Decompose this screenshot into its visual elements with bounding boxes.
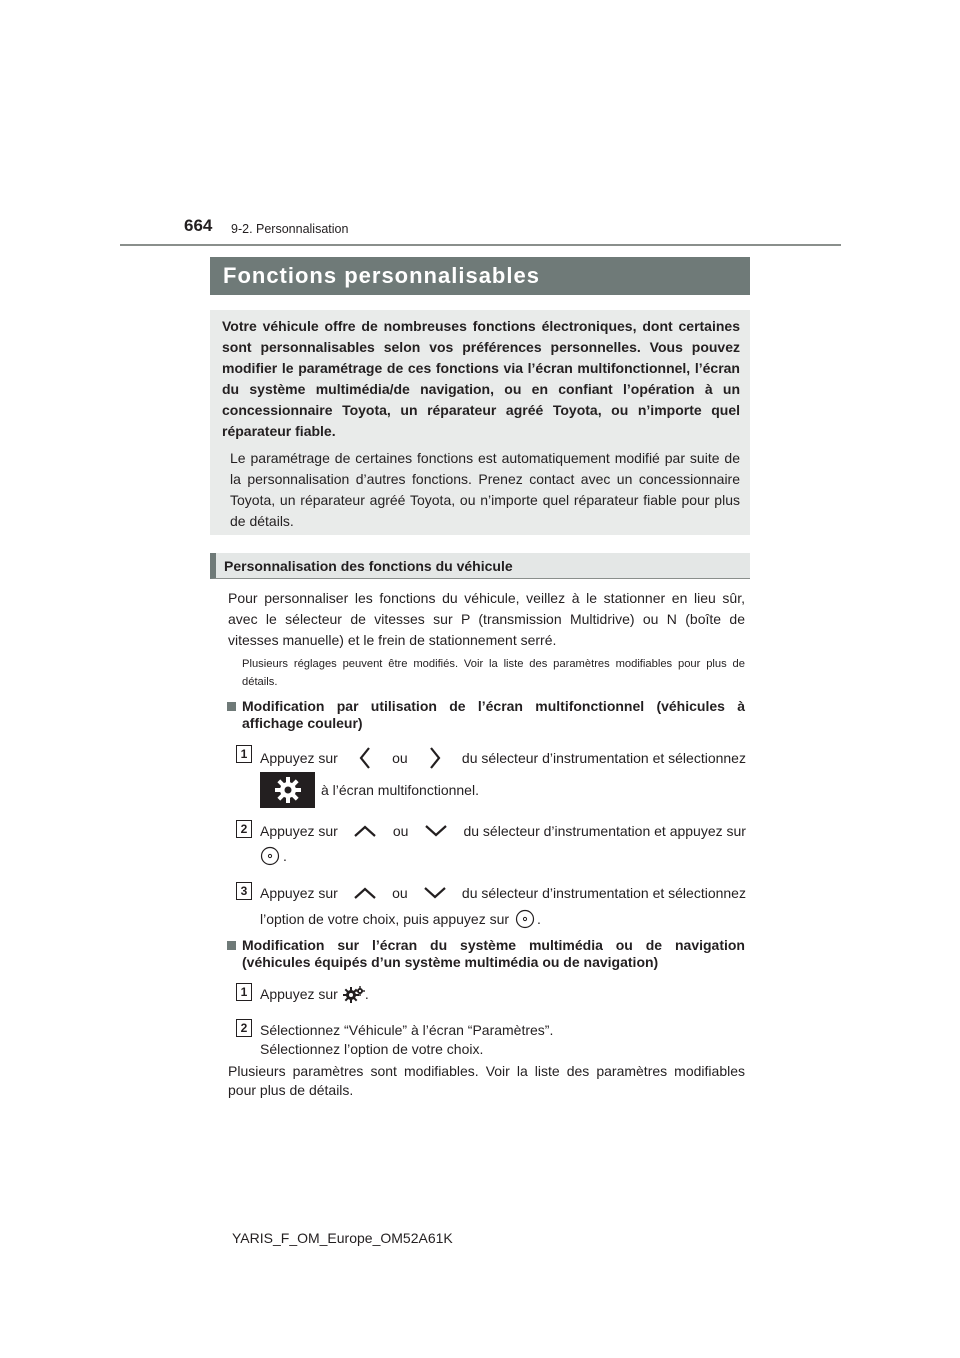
step-text: l’option de votre choix, puis appuyez sur [260, 911, 510, 927]
step-number: 1 [236, 983, 252, 1001]
bullet-square [227, 702, 236, 711]
method2-step2-line2: Sélectionnez l’option de votre choix. [260, 1041, 484, 1057]
step-text: ou [392, 750, 408, 766]
step-text: Appuyez sur [260, 986, 338, 1002]
chevron-up-icon [353, 824, 377, 838]
subsection-small-note: Plusieurs réglages peuvent être modifiés. Voir la liste des paramètres modifiables pour plus de détails. [242, 658, 745, 688]
header-divider [120, 244, 841, 246]
step-text: Appuyez sur [260, 823, 338, 839]
intro-bold-text: Votre véhicule offre de nombreuses fonctions électroniques, dont certaines sont personnalisables selon vos préférences personnelles. Vous pouvez modifier le paramétrage de ces fonctions via l’écran multifonctionnel, l’écran du système multimédia/de navigation, ou en confiant l’opération à un concessionnaire Toyota, un réparateur agréé Toyota, ou n’importe quel réparateur fiable. [222, 318, 740, 439]
chevron-right-icon [428, 746, 442, 770]
step-number: 2 [236, 820, 252, 838]
chevron-down-icon [423, 886, 447, 900]
step-text: Appuyez sur [260, 750, 338, 766]
step-number: 2 [236, 1019, 252, 1037]
footer-code: YARIS_F_OM_Europe_OM52A61K [232, 1230, 453, 1246]
chevron-left-icon [358, 746, 372, 770]
step-number: 1 [236, 745, 252, 763]
method1-step3-line1 [260, 883, 746, 903]
intro-box [210, 310, 750, 535]
method1-heading: Modification par utilisation de l’écran multifonctionnel (véhicules à affichage couleur) [242, 698, 745, 731]
ok-button-icon [260, 846, 280, 866]
gear-glyph [273, 775, 303, 805]
method2-step2-line1: Sélectionnez “Véhicule” à l’écran “Paramètres”. [260, 1022, 554, 1038]
multimedia-gear-icon [343, 985, 365, 1003]
method2-closing: Plusieurs paramètres sont modifiables. Voir la liste des paramètres modifiables pour plus de détails. [228, 1063, 745, 1098]
section-label: 9-2. Personnalisation [231, 222, 349, 236]
step-text: Appuyez sur [260, 885, 338, 901]
subsection-paragraph: Pour personnaliser les fonctions du véhicule, veillez à le stationner en lieu sûr, avec le sélecteur de vitesses sur P (transmission Multidrive) ou N (boîte de vitesses manuelle) et le frein de stationnement serré. [228, 590, 745, 648]
page-title [210, 257, 750, 295]
step-text: . [283, 848, 287, 864]
ok-button-icon [515, 909, 535, 929]
step-text: du sélecteur d’instrumentation et sélectionnez [461, 885, 746, 901]
method2-step1 [260, 984, 369, 1004]
step-text: ou [392, 823, 409, 839]
chevron-down-icon [424, 824, 448, 838]
step-text: . [537, 911, 541, 927]
step-number: 3 [236, 882, 252, 900]
step-text: du sélecteur d’instrumentation et appuyez sur [463, 823, 746, 839]
method1-step2-line2 [260, 846, 287, 866]
settings-gear-icon [260, 772, 315, 808]
bullet-square [227, 941, 236, 950]
method1-step3-line2 [260, 909, 541, 929]
method1-step1-line1 [260, 746, 746, 770]
chevron-up-icon [353, 886, 377, 900]
intro-note-text: Le paramétrage de certaines fonctions est automatiquement modifié par suite de la personnalisation d’autres fonctions. Prenez contact avec un concessionnaire Toyota, un réparateur agréé Toyota, ou n’importe quel réparateur fiable pour plus de détails. [230, 450, 740, 529]
method1-step1-line2: à l’écran multifonctionnel. [321, 782, 479, 798]
method1-step2-line1 [260, 821, 746, 841]
method2-heading: Modification sur l’écran du système multimédia ou de navigation (véhicules équipés d’un système multimédia ou de navigation) [242, 937, 745, 970]
step-text: ou [392, 885, 408, 901]
step-text: . [364, 986, 369, 1002]
subsection-title: Personnalisation des fonctions du véhicule [224, 557, 513, 574]
page-number: 664 [184, 216, 213, 235]
step-text: du sélecteur d’instrumentation et sélectionnez [461, 750, 746, 766]
subsection-header [210, 553, 750, 579]
page-title-text: Fonctions personnalisables [223, 263, 540, 288]
